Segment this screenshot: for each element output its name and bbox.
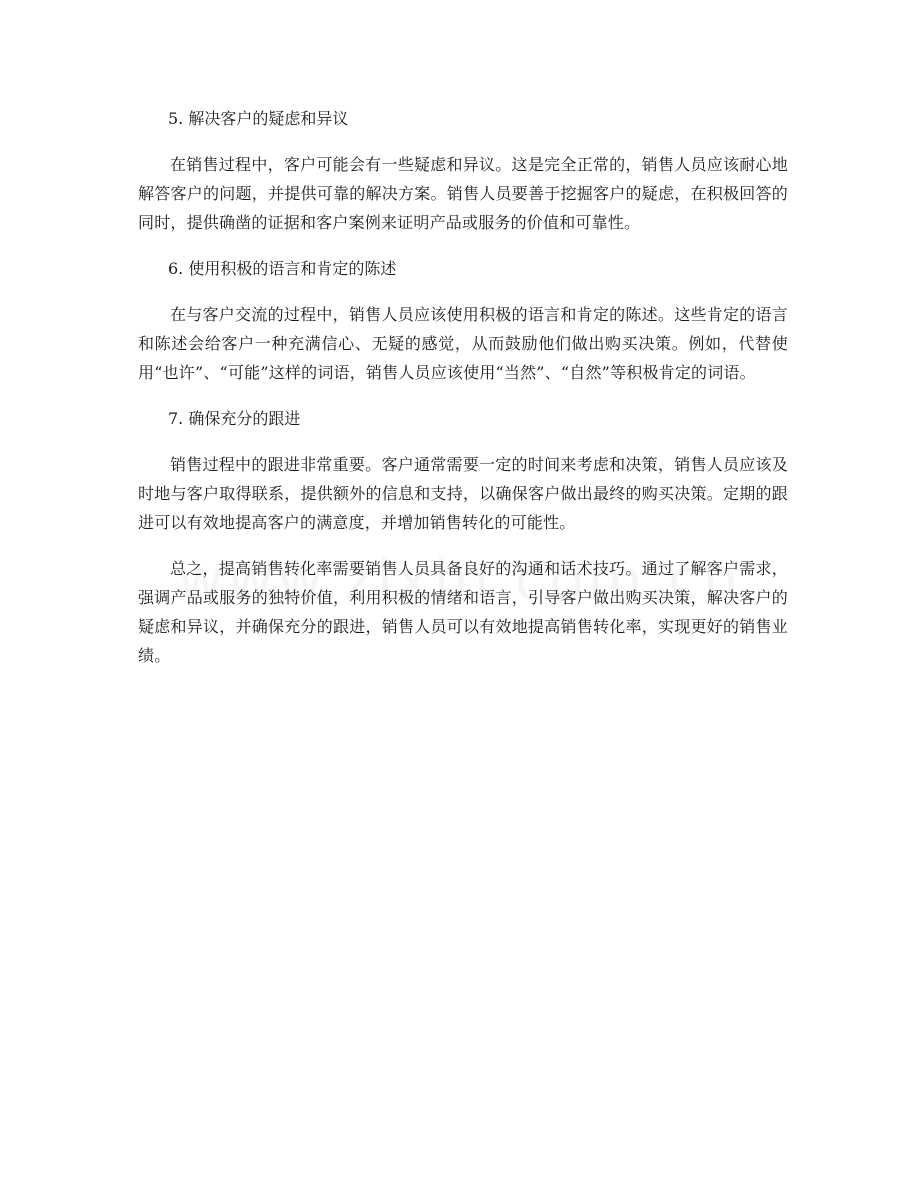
conclusion-paragraph: 总之，提高销售转化率需要销售人员具备良好的沟通和话术技巧。通过了解客户需求，强调产品或服务的独特价值，利用积极的情绪和语言，引导客户做出购买决策，解决客户的疑虑和异议，并确保充分的跟进，销售人员可以有效地提高销售转化率，实现更好的销售业绩。	[138, 559, 788, 665]
section-paragraph-7: 销售过程中的跟进非常重要。客户通常需要一定的时间来考虑和决策，销售人员应该及时地与客户取得联系，提供额外的信息和支持，以确保客户做出最终的购买决策。定期的跟进可以有效地提高客户的满意度，并增加销售转化的可能性。	[138, 455, 788, 532]
section-heading-6: 6. 使用积极的语言和肯定的陈述	[168, 259, 397, 278]
section-paragraph-6: 在与客户交流的过程中，销售人员应该使用积极的语言和肯定的陈述。这些肯定的语言和陈述会给客户一种充满信心、无疑的感觉，从而鼓励他们做出购买决策。例如，代替使用“也许”、“可能”这样的词语，销售人员应该使用“当然”、“自然”等积极肯定的词语。	[138, 305, 788, 382]
document-body	[138, 104, 788, 687]
section-heading-7: 7. 确保充分的跟进	[168, 409, 301, 428]
section-heading-5: 5. 解决客户的疑虑和异议	[168, 109, 349, 128]
section-paragraph-5: 在销售过程中，客户可能会有一些疑虑和异议。这是完全正常的，销售人员应该耐心地解答客户的问题，并提供可靠的解决方案。销售人员要善于挖掘客户的疑虑，在积极回答的同时，提供确凿的证据和客户案例来证明产品或服务的价值和可靠性。	[138, 155, 788, 232]
